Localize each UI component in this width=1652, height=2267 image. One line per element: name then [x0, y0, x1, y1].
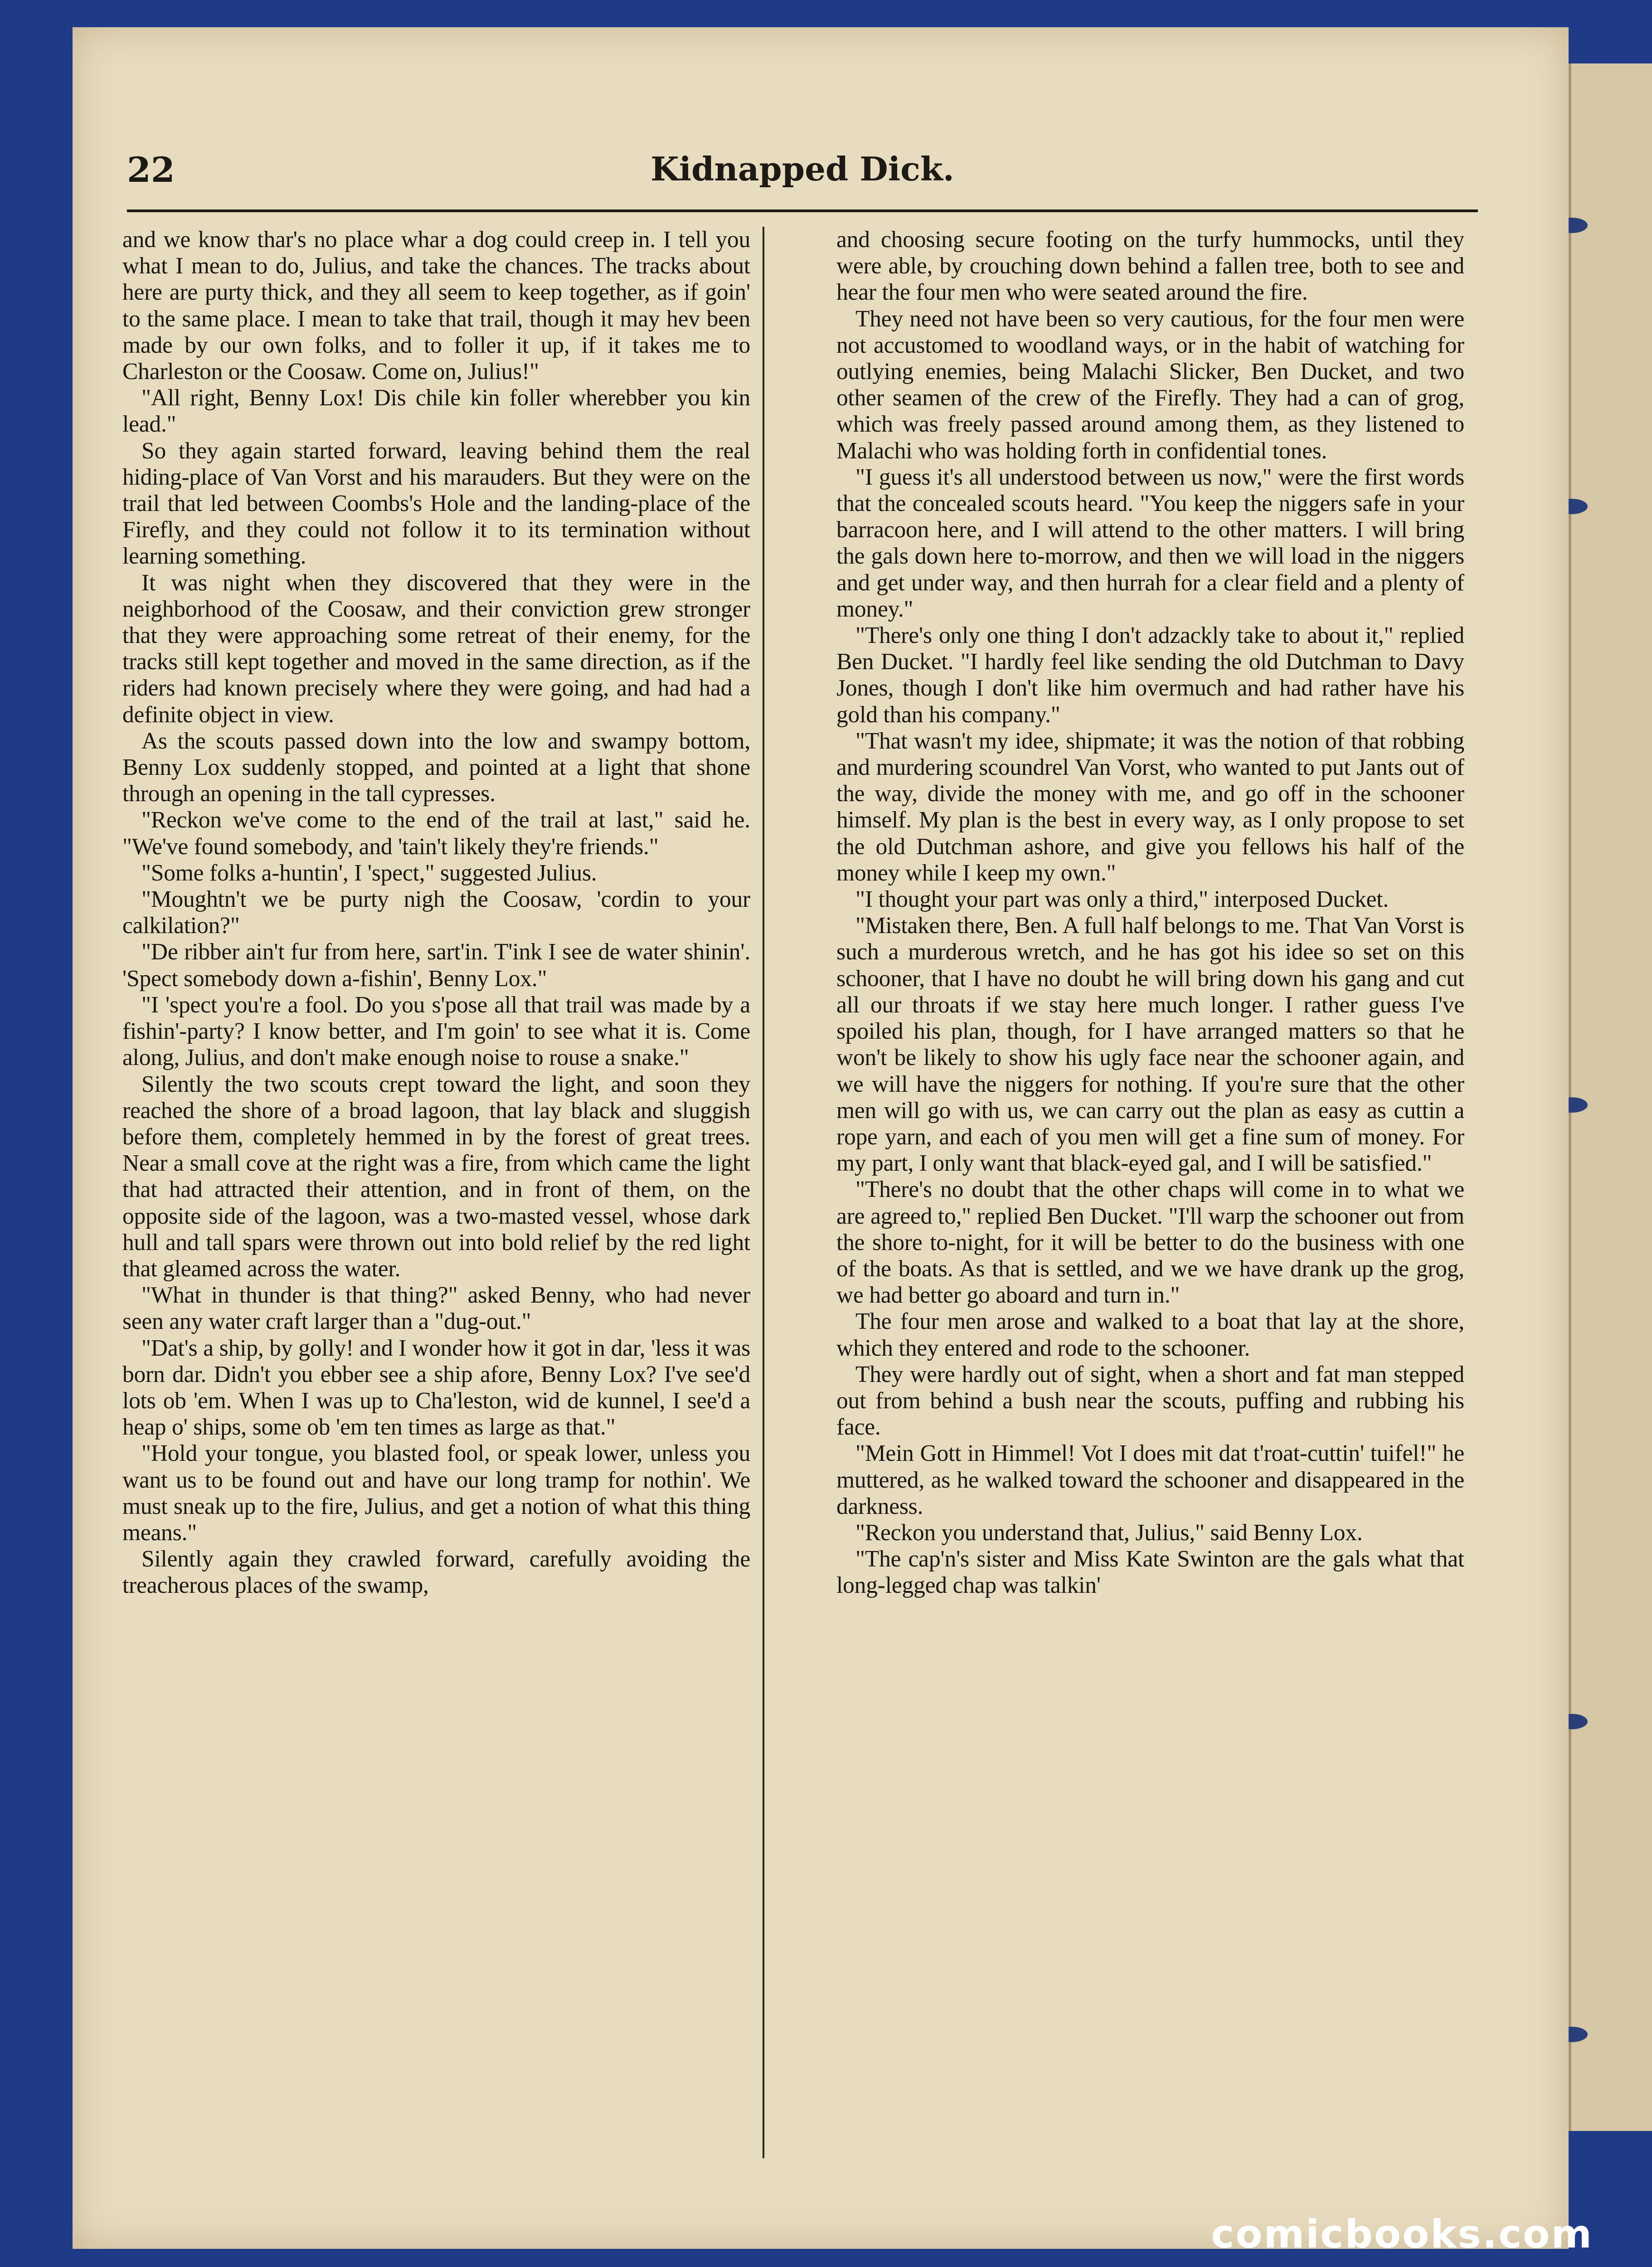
paragraph: "All right, Benny Lox! Dis chile kin foller wherebber you kin lead."	[122, 385, 750, 438]
paragraph: "Hold your tongue, you blasted fool, or speak lower, unless you want us to be found out and have our long tramp for nothin'. We must sneak up to the fire, Julius, and get a notion of what this thing means."	[122, 1440, 750, 1546]
site-watermark: comicbooks.com	[1211, 2212, 1593, 2257]
paragraph: As the scouts passed down into the low and swampy bottom, Benny Lox suddenly stopped, and pointed at a light that shone through an opening in the tall cypresses.	[122, 728, 750, 807]
paragraph: They were hardly out of sight, when a short and fat man stepped out from behind a bush near the scouts, puffing and rubbing his face.	[836, 1361, 1464, 1440]
paragraph: They need not have been so very cautious, for the four men were not accustomed to woodland ways, or in the habit of watching for outlying enemies, being Malachi Slicker, Ben Ducket, and two other seamen of the crew of the Firefly. They had a can of grog, which was freely passed around among them, as they listened to Malachi who was holding forth in confidential tones.	[836, 306, 1464, 464]
paragraph: Silently again they crawled forward, carefully avoiding the treacherous places of the swamp,	[122, 1546, 750, 1599]
left-column	[122, 227, 750, 2172]
paragraph: "There's only one thing I don't adzackly take to about it," replied Ben Ducket. "I hardly feel like sending the old Dutchman to Davy Jones, though I don't like him overmuch and had rather have his gold than his company."	[836, 623, 1464, 728]
paragraph: "I 'spect you're a fool. Do you s'pose all that trail was made by a fishin'-party? I know better, and I'm goin' to see what it is. Come along, Julius, and don't make enough noise to rouse a snake."	[122, 992, 750, 1071]
paragraph: "Reckon you understand that, Julius," said Benny Lox.	[855, 1519, 1363, 1546]
paragraph: "There's no doubt that the other chaps will come in to what we are agreed to," replied Ben Ducket. "I'll warp the schooner out from the shore to-night, for it will be better to do the business with one of the boats. As that is settled, and we we have drank up the grog, we had better go aboard and turn in."	[836, 1177, 1464, 1309]
paragraph: "The cap'n's sister and Miss Kate Swinton are the gals what that long-legged chap was talkin'	[836, 1546, 1464, 1599]
paragraph: "Mein Gott in Himmel! Vot I does mit dat t'roat-cuttin' tuifel!" he muttered, as he walked toward the schooner and disappeared in the darkness.	[836, 1440, 1464, 1519]
paragraph: "I thought your part was only a third," interposed Ducket.	[855, 886, 1389, 913]
paragraph: The four men arose and walked to a boat that lay at the shore, which they entered and rode to the schooner.	[836, 1309, 1464, 1361]
running-title: Kidnapped Dick.	[651, 150, 954, 188]
book-spine	[1569, 63, 1652, 2131]
paragraph: and we know thar's no place whar a dog could creep in. I tell you what I mean to do, Julius, and take the chances. The tracks about here are purty thick, and they all seem to keep together, as if goin' to the same place. I mean to take that trail, though it may hev been made by our own folks, and to foller it up, if it takes me to Charleston or the Coosaw. Come on, Julius!"	[122, 227, 750, 385]
paragraph: "Some folks a-huntin', I 'spect," suggested Julius.	[141, 860, 597, 886]
header-rule	[127, 209, 1478, 212]
paragraph: "Dat's a ship, by golly! and I wonder how it got in dar, 'less it was born dar. Didn't you ebber see a ship afore, Benny Lox? I've see'd lots ob 'em. When I was up to Cha'leston, wid de kunnel, I see'd a heap o' ships, some ob 'em ten times as large as that."	[122, 1335, 750, 1440]
paragraph: "Reckon we've come to the end of the trail at last," said he. "We've found somebody, and 'tain't likely they're friends."	[122, 807, 750, 860]
paragraph: and choosing secure footing on the turfy hummocks, until they were able, by crouching down behind a fallen tree, both to see and hear the four men who were seated around the fire.	[836, 227, 1464, 306]
paragraph: Silently the two scouts crept toward the light, and soon they reached the shore of a broad lagoon, that lay black and sluggish before them, completely hemmed in by the forest of great trees. Near a small cove at the right was a fire, from which came the light that had attracted their attention, and in front of them, on the opposite side of the lagoon, was a two-masted vessel, whose dark hull and tall spars were thrown out into bold relief by the red light that gleamed across the water.	[122, 1071, 750, 1282]
column-divider	[763, 227, 764, 2158]
page-header	[127, 150, 1478, 199]
page-number: 22	[127, 150, 175, 190]
paragraph: "I guess it's all understood between us now," were the first words that the concealed scouts heard. "You keep the niggers safe in your barracoon here, and I will attend to the other matters. I will bring the gals down here to-morrow, and then we will load in the niggers and get under way, and then hurrah for a clear field and a plenty of money."	[836, 464, 1464, 622]
paragraph: "Moughtn't we be purty nigh the Coosaw, 'cordin to your calkilation?"	[122, 886, 750, 939]
paragraph: "What in thunder is that thing?" asked Benny, who had never seen any water craft larger than a "dug-out."	[122, 1282, 750, 1335]
paragraph: "De ribber ain't fur from here, sart'in. T'ink I see de water shinin'. 'Spect somebody down a-fishin', Benny Lox."	[122, 939, 750, 992]
paragraph: "Mistaken there, Ben. A full half belongs to me. That Van Vorst is such a murderous wretch, and he has got his idee so set on this schooner, that I have no doubt he will bring down his gang and cut all our throats if we stay here much longer. I rather guess I've spoiled his plan, though, for I have arranged matters so that he won't be likely to show his ugly face near the schooner again, and we will have the niggers for nothing. If you're sure that the other men will go with us, we can carry out the plan as easy as cuttin a rope yarn, and each of you men will get a fine sum of money. For my part, I only want that black-eyed gal, and I will be satisfied."	[836, 913, 1464, 1177]
paragraph: It was night when they discovered that they were in the neighborhood of the Coosaw, and their conviction grew stronger that they were approaching some retreat of their enemy, for the tracks still kept together and moved in the same direction, as if the riders had known precisely where they were going, and had had a definite object in view.	[122, 569, 750, 728]
paragraph: So they again started forward, leaving behind them the real hiding-place of Van Vorst and his marauders. But they were on the trail that led between Coombs's Hole and the landing-place of the Firefly, and they could not follow it to its termination without learning something.	[122, 438, 750, 569]
right-column	[836, 227, 1464, 2172]
paragraph: "That wasn't my idee, shipmate; it was the notion of that robbing and murdering scoundrel Van Vorst, who wanted to put Jants out of the way, divide the money with me, and go off in the schooner himself. My plan is the best in every way, as I only propose to set the old Dutchman ashore, and give you fellows his half of the money while I keep my own."	[836, 728, 1464, 886]
